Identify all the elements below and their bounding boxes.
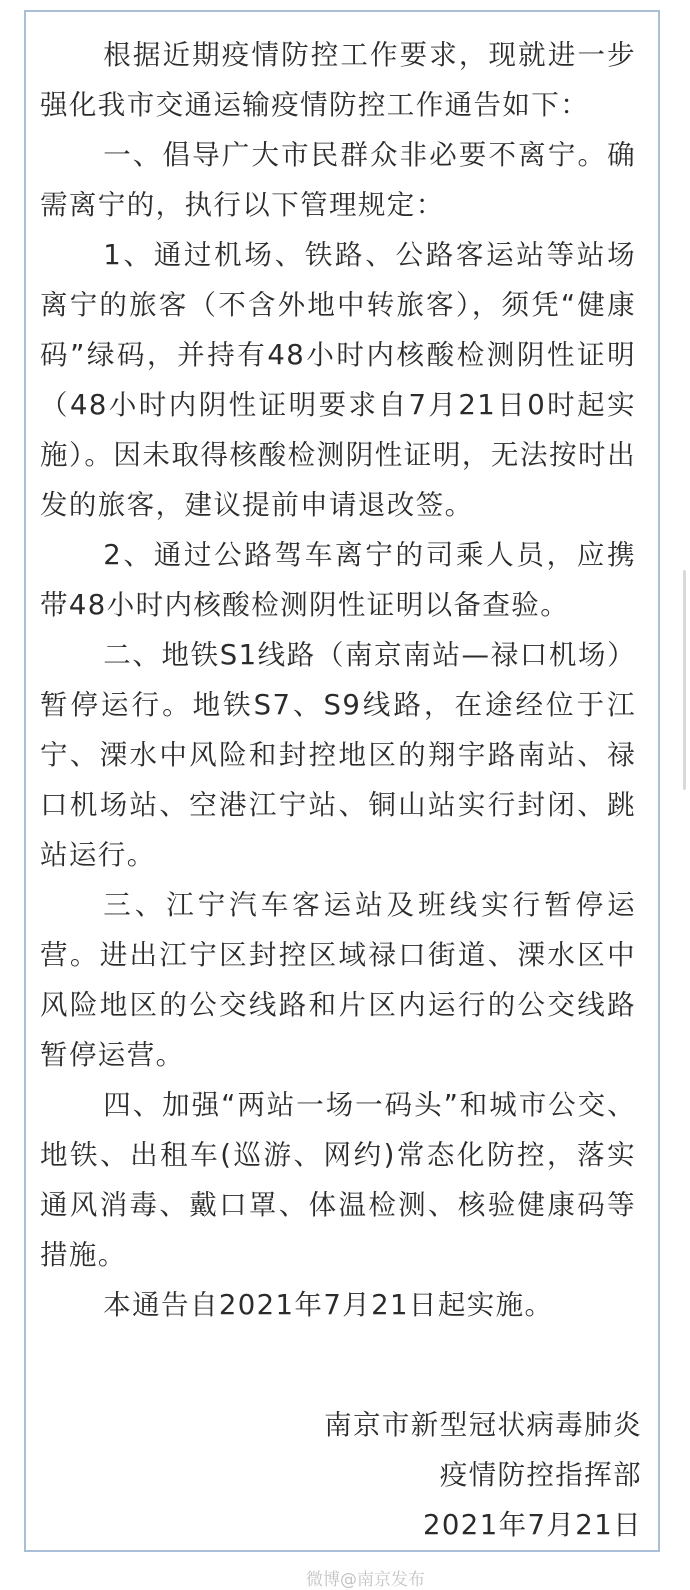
- weibo-watermark: 微博@南京发布: [306, 1570, 425, 1590]
- signature-date: 2021年7月21日: [423, 1509, 642, 1541]
- paragraph-section-4: 四、加强“两站一场一码头”和城市公交、地铁、出租车(巡游、网约)常态化防控，落实通风消毒、戴口罩、体温检测、核验健康码等措施。: [40, 1089, 636, 1271]
- paragraph-rule-2: 2、通过公路驾车离宁的司乘人员，应携带48小时内核酸检测阴性证明以备查验。: [40, 539, 636, 621]
- signature-org-line1: 南京市新型冠状病毒肺炎: [324, 1409, 642, 1441]
- paragraph-section-2: 二、地铁S1线路（南京南站—禄口机场）暂停运行。地铁S7、S9线路，在途经位于江宁、溧水中风险和封控地区的翔宇路南站、禄口机场站、空港江宁站、铜山站实行封闭、跳站运行。: [40, 639, 636, 871]
- paragraph-section-1: 一、倡导广大市民群众非必要不离宁。确需离宁的，执行以下管理规定：: [40, 139, 636, 221]
- signature-org-line2: 疫情防控指挥部: [439, 1459, 642, 1491]
- notice-body: [40, 30, 636, 1330]
- paragraph-rule-1: 1、通过机场、铁路、公路客运站等站场离宁的旅客（不含外地中转旅客），须凭“健康码”绿码，并持有48小时内核酸检测阴性证明（48小时内阴性证明要求自7月21日0时起实施）。因未取得核酸检测阴性证明，无法按时出发的旅客，建议提前申请退改签。: [40, 239, 636, 521]
- signature-block: [324, 1400, 642, 1550]
- paragraph-intro: 根据近期疫情防控工作要求，现就进一步强化我市交通运输疫情防控工作通告如下：: [40, 39, 636, 121]
- paragraph-effective-date: 本通告自2021年7月21日起实施。: [103, 1289, 554, 1321]
- paragraph-section-3: 三、江宁汽车客运站及班线实行暂停运营。进出江宁区封控区域禄口街道、溧水区中风险地区的公交线路和片区内运行的公交线路暂停运营。: [40, 889, 636, 1071]
- scroll-indicator: [683, 570, 686, 790]
